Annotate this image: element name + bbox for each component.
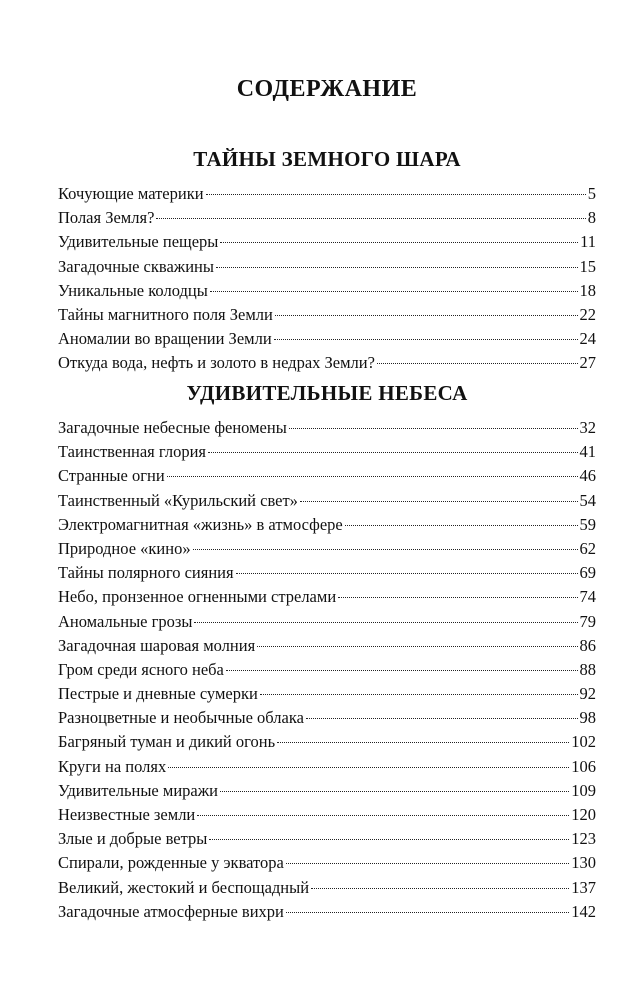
toc-entry[interactable] xyxy=(58,779,596,803)
toc-entry-title: Гром среди ясного неба xyxy=(58,659,224,679)
dot-leader xyxy=(260,694,578,695)
toc-entry-page-number: 123 xyxy=(571,829,596,849)
toc-entry-page-number: 92 xyxy=(579,684,596,704)
toc-entry[interactable] xyxy=(58,351,596,375)
dot-leader xyxy=(311,888,569,889)
dot-leader xyxy=(257,646,577,647)
toc-entry[interactable] xyxy=(58,658,596,682)
toc-entry[interactable] xyxy=(58,416,596,440)
toc-entry-page-number: 69 xyxy=(579,563,596,583)
toc-entry-title: Багряный туман и дикий огонь xyxy=(58,732,276,752)
toc-entry-title: Таинственная глория xyxy=(58,442,206,462)
toc-entry[interactable] xyxy=(58,851,596,875)
dot-leader xyxy=(345,525,578,526)
toc-entry[interactable] xyxy=(58,585,596,609)
toc-entry-title: Загадочные скважины xyxy=(58,256,214,276)
toc-entry-page-number: 109 xyxy=(571,780,596,800)
toc-entry-title: Разноцветные и необычные облака xyxy=(58,708,304,728)
section-heading: ТАЙНЫ ЗЕМНОГО ШАРА xyxy=(193,147,461,171)
toc-entry[interactable] xyxy=(58,303,596,327)
toc-entry[interactable] xyxy=(58,279,596,303)
toc-entry-page-number: 41 xyxy=(579,442,596,462)
toc-entry[interactable] xyxy=(58,755,596,779)
dot-leader xyxy=(306,718,578,719)
toc-entry[interactable] xyxy=(58,561,596,585)
dot-leader xyxy=(168,767,569,768)
toc-entry-title: Аномальные грозы xyxy=(58,611,193,631)
toc-entry-title: Неизвестные земли xyxy=(58,805,196,824)
toc-entry-page-number: 88 xyxy=(579,659,596,679)
toc-entry-list xyxy=(58,416,596,924)
toc-entry-page-number: 62 xyxy=(579,538,596,558)
toc-entry-page-number: 27 xyxy=(579,353,596,373)
toc-entry-title: Странные огни xyxy=(58,466,165,486)
dot-leader xyxy=(226,670,578,671)
toc-entry[interactable] xyxy=(58,610,596,634)
toc-entry-page-number: 59 xyxy=(579,514,596,534)
toc-entry-title: Природное «кино» xyxy=(58,538,191,558)
toc-entry-list xyxy=(58,182,596,376)
dot-leader xyxy=(338,597,577,598)
toc-entry-page-number: 22 xyxy=(579,304,596,324)
toc-entry[interactable] xyxy=(58,255,596,279)
dot-leader xyxy=(220,791,569,792)
toc-entry-title: Электромагнитная «жизнь» в атмосфере xyxy=(58,514,343,534)
dot-leader xyxy=(206,194,586,195)
toc-entry[interactable] xyxy=(58,900,596,924)
page-title: СОДЕРЖАНИЕ xyxy=(236,76,418,102)
toc-entry-title: Великий, жестокий и беспощадный xyxy=(58,877,310,897)
dot-leader xyxy=(220,242,578,243)
toc-entry[interactable] xyxy=(58,230,596,254)
dot-leader xyxy=(210,291,578,292)
toc-entry-title: Злые и добрые ветры xyxy=(58,829,208,849)
toc-entry[interactable] xyxy=(58,827,596,851)
dot-leader xyxy=(156,218,585,219)
dot-leader xyxy=(274,339,578,340)
toc-entry-title: Пестрые и дневные сумерки xyxy=(58,684,258,704)
dot-leader xyxy=(193,549,578,550)
toc-entry-page-number: 74 xyxy=(579,587,596,607)
dot-leader xyxy=(197,815,569,816)
toc-entry-title: Загадочные небесные феномены xyxy=(58,418,287,437)
toc-entry[interactable] xyxy=(58,440,596,464)
toc-entry-title: Небо, пронзенное огненными стрелами xyxy=(58,587,337,607)
toc-entry-page-number: 130 xyxy=(571,853,596,873)
toc-entry-title: Тайны полярного сияния xyxy=(58,563,234,583)
dot-leader xyxy=(167,476,578,477)
toc-entry-page-number: 98 xyxy=(579,708,596,728)
toc-entry-page-number: 24 xyxy=(579,329,596,349)
toc-entry[interactable] xyxy=(58,876,596,900)
toc-entry-title: Круги на полях xyxy=(58,756,167,776)
toc-entry[interactable] xyxy=(58,206,596,230)
toc-entry-page-number: 120 xyxy=(571,805,596,824)
toc-entry[interactable] xyxy=(58,182,596,206)
dot-leader xyxy=(289,428,578,429)
toc-entry-page-number: 102 xyxy=(571,732,596,752)
dot-leader xyxy=(209,839,569,840)
toc-entry-page-number: 86 xyxy=(579,635,596,655)
toc-entry-page-number: 32 xyxy=(579,418,596,437)
toc-entry[interactable] xyxy=(58,730,596,754)
toc-entry-page-number: 15 xyxy=(579,256,596,276)
toc-entry-page-number: 18 xyxy=(579,280,596,300)
toc-section-sky xyxy=(58,380,596,924)
toc-entry-page-number: 142 xyxy=(571,901,596,921)
dot-leader xyxy=(377,363,578,364)
toc-entry-title: Уникальные колодцы xyxy=(58,280,208,300)
dot-leader xyxy=(300,501,578,502)
toc-entry-title: Удивительные миражи xyxy=(58,780,218,800)
toc-entry[interactable] xyxy=(58,489,596,513)
toc-entry-page-number: 79 xyxy=(579,611,596,631)
toc-entry-title: Аномалии во вращении Земли xyxy=(58,329,272,349)
toc-entry-page-number: 11 xyxy=(580,232,596,252)
toc-entry-page-number: 54 xyxy=(579,490,596,510)
dot-leader xyxy=(275,315,578,316)
toc-entry[interactable] xyxy=(58,634,596,658)
toc-entry-title: Таинственный «Курильский свет» xyxy=(58,490,298,510)
dot-leader xyxy=(194,622,577,623)
toc-entry-title: Кочующие материки xyxy=(58,184,204,203)
toc-entry-page-number: 137 xyxy=(571,877,596,897)
toc-entry[interactable] xyxy=(58,803,596,827)
toc-entry[interactable] xyxy=(58,682,596,706)
toc-entry[interactable] xyxy=(58,513,596,537)
toc-entry-title: Загадочная шаровая молния xyxy=(58,635,256,655)
dot-leader xyxy=(216,267,578,268)
dot-leader xyxy=(286,912,569,913)
toc-entry-page-number: 106 xyxy=(571,756,596,776)
toc-entry-title: Полая Земля? xyxy=(58,208,155,228)
toc-entry-title: Загадочные атмосферные вихри xyxy=(58,901,284,921)
toc-entry[interactable] xyxy=(58,327,596,351)
toc-entry-title: Тайны магнитного поля Земли xyxy=(58,304,273,324)
toc-entry-page-number: 8 xyxy=(587,208,596,228)
toc-entry[interactable] xyxy=(58,706,596,730)
toc-entry-title: Удивительные пещеры xyxy=(58,232,219,252)
toc-section-earth xyxy=(58,146,596,376)
toc-entry-page-number: 46 xyxy=(579,466,596,486)
dot-leader xyxy=(208,452,578,453)
toc-entry[interactable] xyxy=(58,464,596,488)
toc-entry-title: Спирали, рожденные у экватора xyxy=(58,853,284,873)
toc-entry-title: Откуда вода, нефть и золото в недрах Земли? xyxy=(58,353,375,373)
toc-entry[interactable] xyxy=(58,537,596,561)
toc-entry-page-number: 5 xyxy=(587,184,596,203)
dot-leader xyxy=(236,573,578,574)
dot-leader xyxy=(286,863,569,864)
section-heading: УДИВИТЕЛЬНЫЕ НЕБЕСА xyxy=(186,381,468,405)
dot-leader xyxy=(277,742,569,743)
